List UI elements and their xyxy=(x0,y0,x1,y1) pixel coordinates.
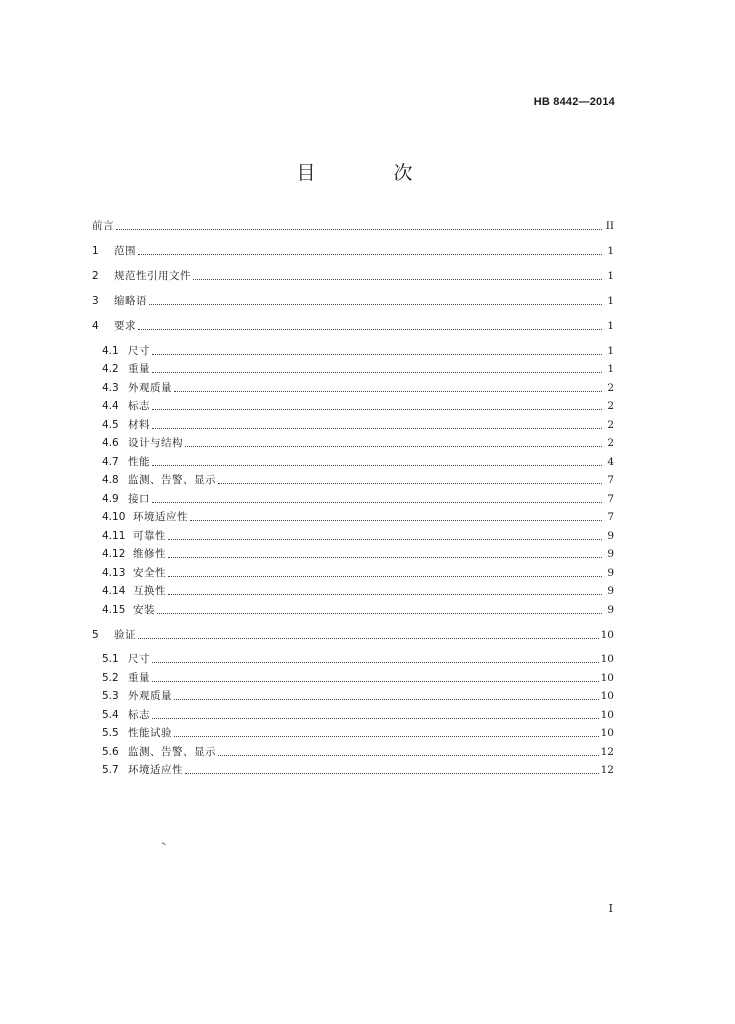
toc-entry-label: 尺寸 xyxy=(128,344,150,357)
dot-leader xyxy=(149,303,602,305)
toc-entry-label: 验证 xyxy=(114,628,136,641)
dot-leader xyxy=(218,482,602,484)
toc-entry-page: 7 xyxy=(607,492,614,505)
toc-entry-label: 前言 xyxy=(92,220,114,232)
toc-entry-page: 2 xyxy=(607,400,614,412)
toc-subentry[interactable] xyxy=(92,685,614,704)
toc-entry-number: 3 xyxy=(92,295,99,307)
toc-entry-number: 1 xyxy=(92,245,99,257)
toc-subentry[interactable] xyxy=(92,648,614,667)
dot-leader xyxy=(185,445,602,447)
toc-entry-number: 5.2 xyxy=(102,671,119,684)
toc-entry[interactable] xyxy=(92,308,614,333)
toc-entry-page: 12 xyxy=(600,764,614,776)
toc-entry-number: 4.9 xyxy=(102,492,119,505)
toc-entry-number: 5 xyxy=(92,628,99,641)
dot-leader xyxy=(152,464,602,466)
toc-subentry[interactable] xyxy=(92,413,614,432)
toc-entry-label: 环境适应性 xyxy=(128,764,183,776)
standard-code: HB 8442—2014 xyxy=(533,96,615,108)
toc-entry-page: 1 xyxy=(607,363,614,375)
dot-leader xyxy=(152,680,599,682)
toc-entry-number: 4.5 xyxy=(102,418,119,431)
toc-subentry[interactable] xyxy=(92,339,614,358)
toc-subentry[interactable] xyxy=(92,432,614,451)
toc-entry-page: 1 xyxy=(607,270,614,282)
toc-entry-label: 外观质量 xyxy=(128,690,172,702)
toc-entry-number: 4.3 xyxy=(102,381,119,394)
toc-entry-number: 5.3 xyxy=(102,690,119,702)
dot-leader xyxy=(138,253,602,255)
toc-entry-number: 2 xyxy=(92,270,99,282)
toc-entry-page: 10 xyxy=(600,628,614,641)
toc-entry-label: 重量 xyxy=(128,363,150,375)
dot-leader xyxy=(168,556,602,558)
toc-entry-label: 规范性引用文件 xyxy=(114,270,191,282)
toc-entry-number: 4.8 xyxy=(102,474,119,486)
toc-entry-page: 12 xyxy=(600,745,614,758)
toc-subentry[interactable] xyxy=(92,506,614,525)
toc-entry-number: 5.7 xyxy=(102,764,119,776)
toc-entry-page: 7 xyxy=(607,511,614,523)
toc-subentry[interactable] xyxy=(92,376,614,395)
toc-entry-page: 10 xyxy=(600,653,614,665)
toc-entry-page: 4 xyxy=(607,455,614,468)
toc-entry-number: 5.5 xyxy=(102,727,119,739)
toc-subentry[interactable] xyxy=(92,469,614,488)
toc-subentry[interactable] xyxy=(92,598,614,617)
toc-subentry[interactable] xyxy=(92,703,614,722)
toc-entry-label: 可靠性 xyxy=(133,529,166,542)
toc-subentry[interactable] xyxy=(92,580,614,599)
toc-entry-label: 材料 xyxy=(128,418,150,431)
toc-subentry[interactable] xyxy=(92,395,614,414)
dot-leader xyxy=(152,353,602,355)
toc-entry-number: 5.4 xyxy=(102,708,119,721)
toc-entry-page: 9 xyxy=(607,603,614,616)
toc-entry-number: 4.10 xyxy=(102,511,126,523)
toc-entry[interactable] xyxy=(92,258,614,283)
toc-subentry[interactable] xyxy=(92,722,614,741)
toc-entry-number: 5.1 xyxy=(102,653,119,665)
toc-entry-label: 要求 xyxy=(114,320,136,332)
toc-entry-number: 4.15 xyxy=(102,603,126,616)
dot-leader xyxy=(174,735,599,737)
dot-leader xyxy=(190,519,602,521)
dot-leader xyxy=(152,371,602,373)
dot-leader xyxy=(152,661,599,663)
toc-entry-page: 1 xyxy=(607,344,614,357)
dot-leader xyxy=(174,390,602,392)
dot-leader xyxy=(168,575,602,577)
toc-entry-number: 4.7 xyxy=(102,455,119,468)
dot-leader xyxy=(185,772,599,774)
toc-entry-label: 维修性 xyxy=(133,548,166,560)
dot-leader xyxy=(218,754,599,756)
toc-entry-label: 互换性 xyxy=(133,585,166,597)
toc-entry-page: 10 xyxy=(600,708,614,721)
toc-entry-label: 设计与结构 xyxy=(128,437,183,449)
toc-subentry[interactable] xyxy=(92,740,614,759)
toc-subentry[interactable] xyxy=(92,524,614,543)
dot-leader xyxy=(174,698,599,700)
toc-entry-page: 1 xyxy=(607,320,614,332)
toc-entry-label: 环境适应性 xyxy=(133,511,188,523)
dot-leader xyxy=(152,408,602,410)
toc-subentry[interactable] xyxy=(92,561,614,580)
toc-entry-page: 2 xyxy=(607,437,614,449)
toc-entry-label: 范围 xyxy=(114,245,136,257)
toc-subentry[interactable] xyxy=(92,759,614,778)
dot-leader xyxy=(157,612,602,614)
toc-entry-page: 9 xyxy=(607,585,614,597)
dot-leader xyxy=(152,501,602,503)
toc-entry-label: 监测、告警、显示 xyxy=(128,745,216,758)
toc-entry-number: 5.6 xyxy=(102,745,119,758)
dot-leader xyxy=(193,278,602,280)
table-of-contents xyxy=(92,208,614,777)
toc-entry-number: 4.2 xyxy=(102,363,119,375)
toc-entry-page: 2 xyxy=(607,381,614,394)
toc-entry-number: 4.1 xyxy=(102,344,119,357)
dot-leader xyxy=(138,328,602,330)
toc-entry-page: II xyxy=(605,220,614,232)
toc-entry-label: 标志 xyxy=(128,400,150,412)
toc-entry-page: 9 xyxy=(607,566,614,579)
scan-speck xyxy=(160,842,165,847)
toc-entry-number: 4.12 xyxy=(102,548,126,560)
toc-entry-label: 安装 xyxy=(133,603,155,616)
toc-entry[interactable] xyxy=(92,617,614,642)
toc-entry-label: 缩略语 xyxy=(114,295,147,307)
toc-entry-label: 安全性 xyxy=(133,566,166,579)
dot-leader xyxy=(152,427,602,429)
toc-entry-label: 接口 xyxy=(128,492,150,505)
toc-entry-number: 4.13 xyxy=(102,566,126,579)
dot-leader xyxy=(152,717,599,719)
toc-entry[interactable] xyxy=(92,283,614,308)
dot-leader xyxy=(138,637,599,639)
toc-entry-foreword[interactable] xyxy=(92,208,614,233)
toc-entry-page: 10 xyxy=(600,690,614,702)
toc-entry-number: 4.14 xyxy=(102,585,126,597)
toc-entry-label: 性能试验 xyxy=(128,727,172,739)
toc-entry[interactable] xyxy=(92,233,614,258)
toc-title: 目 次 xyxy=(296,162,449,184)
toc-entry-page: 9 xyxy=(607,529,614,542)
toc-entry-label: 尺寸 xyxy=(128,653,150,665)
toc-entry-label: 监测、告警、显示 xyxy=(128,474,216,486)
toc-entry-label: 标志 xyxy=(128,708,150,721)
dot-leader xyxy=(168,538,602,540)
dot-leader xyxy=(168,593,602,595)
toc-entry-page: 7 xyxy=(607,474,614,486)
toc-entry-number: 4.11 xyxy=(102,529,126,542)
toc-entry-page: 10 xyxy=(600,727,614,739)
toc-subentry[interactable] xyxy=(92,450,614,469)
toc-subentry[interactable] xyxy=(92,487,614,506)
toc-entry-number: 4 xyxy=(92,320,99,332)
toc-entry-label: 外观质量 xyxy=(128,381,172,394)
toc-subentry[interactable] xyxy=(92,666,614,685)
toc-subentry[interactable] xyxy=(92,358,614,377)
toc-entry-page: 2 xyxy=(607,418,614,431)
toc-entry-label: 性能 xyxy=(128,455,150,468)
toc-entry-page: 1 xyxy=(607,245,614,257)
toc-subentry[interactable] xyxy=(92,543,614,562)
toc-entry-page: 10 xyxy=(600,671,614,684)
page-number: I xyxy=(608,902,613,915)
toc-entry-label: 重量 xyxy=(128,671,150,684)
toc-entry-number: 4.4 xyxy=(102,400,119,412)
dot-leader xyxy=(116,228,602,230)
toc-entry-number: 4.6 xyxy=(102,437,119,449)
toc-entry-page: 1 xyxy=(607,295,614,307)
toc-entry-page: 9 xyxy=(607,548,614,560)
